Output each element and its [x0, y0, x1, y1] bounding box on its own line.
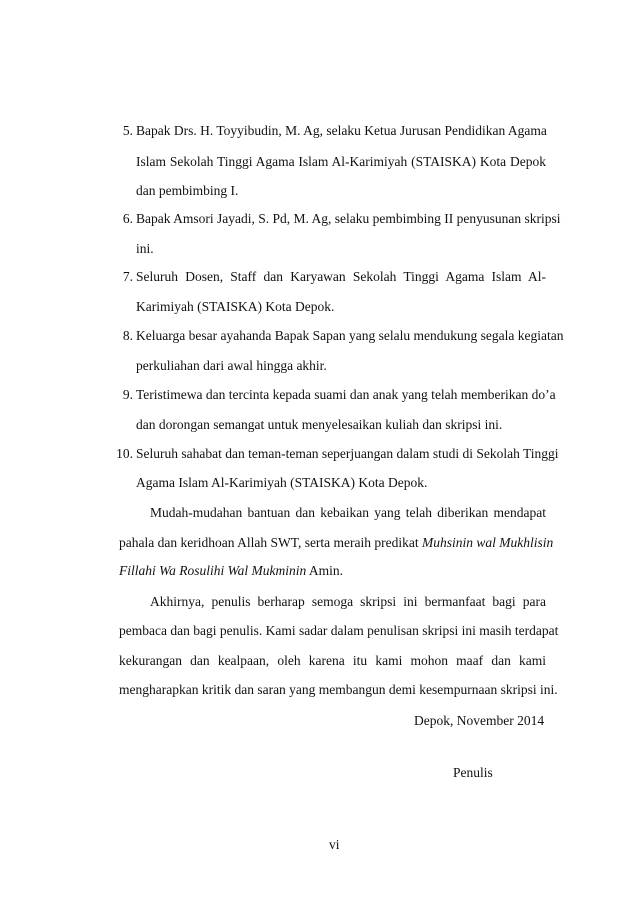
list-line: Bapak Amsori Jayadi, S. Pd, M. Ag, selaku pembimbing II penyusunan skripsi [136, 211, 561, 226]
list-number: 5. [122, 123, 133, 138]
paragraph-line: pembaca dan bagi penulis. Kami sadar dalam penulisan skripsi ini masih terdapat [119, 623, 559, 638]
list-number: 9. [122, 387, 133, 402]
list-line: Karimiyah (STAISKA) Kota Depok. [136, 299, 335, 314]
list-line: Bapak Drs. H. Toyyibudin, M. Ag, selaku Ketua Jurusan Pendidikan Agama [136, 123, 547, 138]
paragraph-italic-text: Fillahi Wa Rosulihi Wal Mukminin [119, 563, 307, 578]
list-line: Seluruh sahabat dan teman-teman seperjuangan dalam studi di Sekolah Tinggi [136, 446, 559, 461]
paragraph-text: pahala dan keridhoan Allah SWT, serta meraih predikat [119, 535, 423, 550]
place-date: Depok, November 2014 [414, 713, 545, 728]
list-line: Teristimewa dan tercinta kepada suami dan anak yang telah memberikan do’a [136, 387, 556, 402]
paragraph-line: Mudah-mudahan bantuan dan kebaikan yang telah diberikan mendapat [150, 505, 546, 520]
page-number: vi [329, 837, 340, 852]
paragraph-line [119, 535, 554, 551]
list-line: perkuliahan dari awal hingga akhir. [136, 358, 327, 373]
list-line: dan pembimbing I. [136, 183, 239, 198]
paragraph-line: mengharapkan kritik dan saran yang membangun demi kesempurnaan skripsi ini. [119, 682, 558, 697]
list-line: Seluruh Dosen, Staff dan Karyawan Sekolah Tinggi Agama Islam Al- [136, 269, 546, 284]
paragraph-line: kekurangan dan kealpaan, oleh karena itu kami mohon maaf dan kami [119, 653, 546, 668]
author-label: Penulis [453, 765, 493, 780]
list-line: Agama Islam Al-Karimiyah (STAISKA) Kota Depok. [136, 475, 428, 490]
paragraph-text: Amin. [306, 563, 344, 578]
list-number: 7. [122, 269, 133, 284]
list-number: 8. [122, 328, 133, 343]
paragraph-line: Akhirnya, penulis berharap semoga skripsi ini bermanfaat bagi para [150, 594, 546, 609]
list-line: dan dorongan semangat untuk menyelesaikan kuliah dan skripsi ini. [136, 417, 503, 432]
list-line: ini. [136, 241, 154, 256]
list-line: Keluarga besar ayahanda Bapak Sapan yang selalu mendukung segala kegiatan [136, 328, 564, 343]
paragraph-line [119, 563, 546, 579]
list-line: Islam Sekolah Tinggi Agama Islam Al-Karimiyah (STAISKA) Kota Depok [136, 154, 546, 169]
list-number: 6. [122, 211, 133, 226]
paragraph-italic-text: Muhsinin wal Mukhlisin [422, 535, 554, 550]
list-number: 10. [116, 446, 133, 461]
